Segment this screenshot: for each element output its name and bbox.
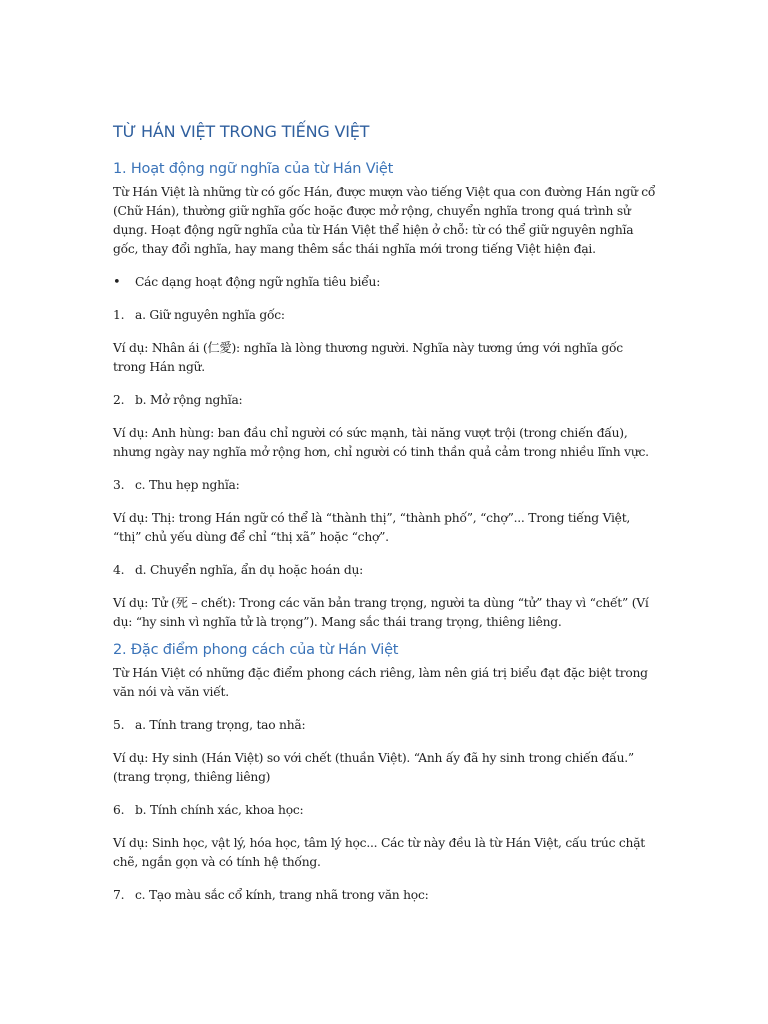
- section-2-heading: 2. Đặc điểm phong cách của từ Hán Việt: [113, 642, 399, 658]
- section-1-heading: 1. Hoạt động ngữ nghĩa của từ Hán Việt: [113, 161, 394, 177]
- list-number: 4.: [113, 563, 125, 577]
- list-label: a. Tính trang trọng, tao nhã:: [135, 718, 306, 732]
- list-label: b. Mở rộng nghĩa:: [135, 393, 243, 407]
- section-1-intro: Từ Hán Việt là những từ có gốc Hán, được mượn vào tiếng Việt qua con đường Hán ngữ cổ (Chữ Hán), thường giữ nghĩa gốc hoặc được mở rộng, chuyển nghĩa trong quá trình sử dụng. Hoạt động ngữ nghĩa của từ Hán Việt thể hiện ở chỗ: từ có thể giữ nguyên nghĩa gốc, thay đổi nghĩa, hay mang thêm sắc thái nghĩa mới trong tiếng Việt hiện đại.: [113, 185, 656, 256]
- example-2: Ví dụ: Anh hùng: ban đầu chỉ người có sức mạnh, tài năng vượt trội (trong chiến đấu), nhưng ngày nay nghĩa mở rộng hơn, chỉ người có tinh thần quả cảm trong nhiều lĩnh vực.: [113, 426, 649, 459]
- list-number: 5.: [113, 718, 125, 732]
- example-6: Ví dụ: Sinh học, vật lý, hóa học, tâm lý học... Các từ này đều là từ Hán Việt, cấu trúc chặt chẽ, ngắn gọn và có tính hệ thống.: [113, 836, 645, 869]
- document-title: TỪ HÁN VIỆT TRONG TIẾNG VIỆT: [113, 122, 370, 141]
- list-number: 7.: [113, 888, 125, 902]
- list-label: c. Tạo màu sắc cổ kính, trang nhã trong văn học:: [135, 888, 429, 902]
- list-item-7: [113, 886, 658, 905]
- list-item-3: [113, 476, 658, 495]
- example-3: Ví dụ: Thị: trong Hán ngữ có thể là “thành thị”, “thành phố”, “chợ”... Trong tiếng Việt, “thị” chủ yếu dùng để chỉ “thị xã” hoặc “chợ”.: [113, 511, 631, 544]
- list-item-1: [113, 306, 658, 325]
- section-2-intro: Từ Hán Việt có những đặc điểm phong cách riêng, làm nên giá trị biểu đạt đặc biệt trong văn nói và văn viết.: [113, 666, 648, 699]
- list-number: 6.: [113, 803, 125, 817]
- list-label: b. Tính chính xác, khoa học:: [135, 803, 304, 817]
- list-number: 1.: [113, 308, 125, 322]
- bullet-marker: •: [113, 275, 121, 290]
- list-label: a. Giữ nguyên nghĩa gốc:: [135, 308, 285, 322]
- example-1: Ví dụ: Nhân ái (仁愛): nghĩa là lòng thương người. Nghĩa này tương ứng với nghĩa gốc trong Hán ngữ.: [113, 341, 623, 374]
- list-label: d. Chuyển nghĩa, ẩn dụ hoặc hoán dụ:: [135, 563, 364, 577]
- list-item-4: [113, 561, 658, 580]
- bullet-item: [113, 273, 658, 292]
- bullet-text: Các dạng hoạt động ngữ nghĩa tiêu biểu:: [135, 275, 381, 289]
- list-number: 2.: [113, 393, 125, 407]
- example-4: Ví dụ: Tử (死 – chết): Trong các văn bản trang trọng, người ta dùng “tử” thay vì “chết” (Ví dụ: “hy sinh vì nghĩa tử là trọng”). Mang sắc thái trang trọng, thiêng liêng.: [113, 596, 649, 629]
- list-item-6: [113, 801, 658, 820]
- list-item-5: [113, 716, 658, 735]
- document-content: [113, 122, 658, 919]
- example-5: Ví dụ: Hy sinh (Hán Việt) so với chết (thuần Việt). “Anh ấy đã hy sinh trong chiến đấu.” (trang trọng, thiêng liêng): [113, 751, 634, 784]
- list-item-2: [113, 391, 658, 410]
- list-label: c. Thu hẹp nghĩa:: [135, 478, 240, 492]
- list-number: 3.: [113, 478, 125, 492]
